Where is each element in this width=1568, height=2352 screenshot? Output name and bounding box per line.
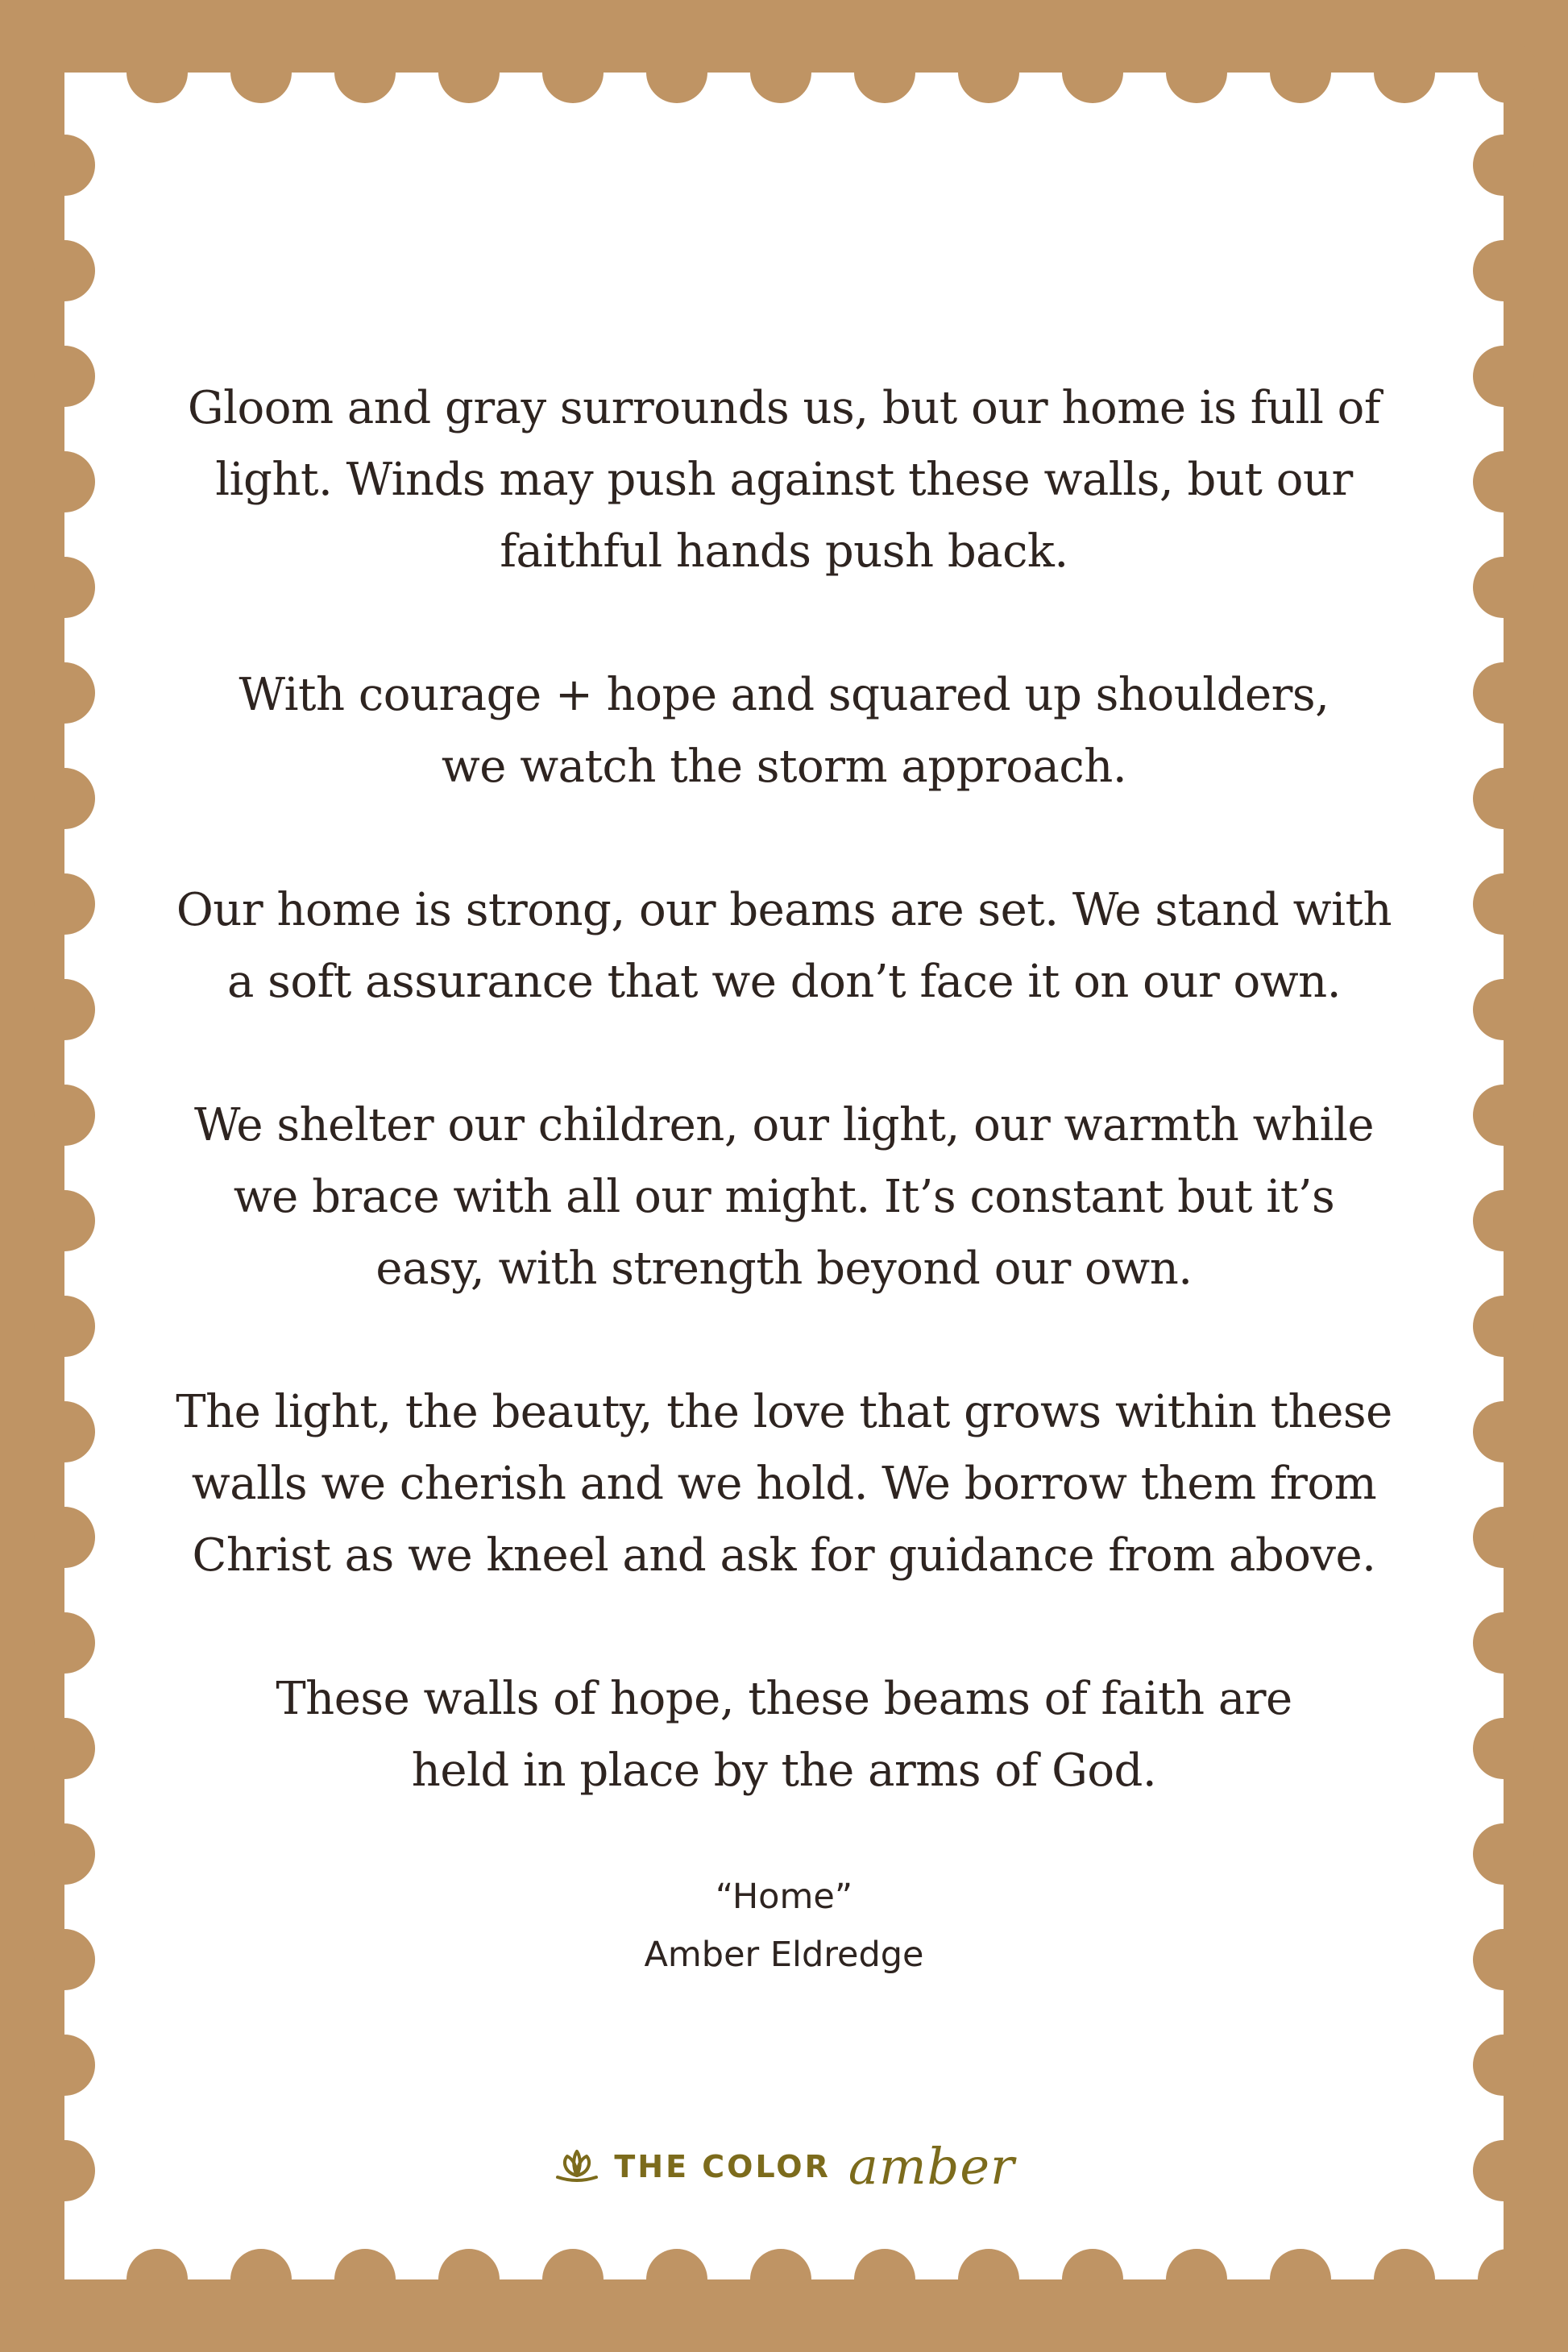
poem-line: walls we cherish and we hold. We borrow them from — [191, 1458, 1377, 1510]
author-name: Amber Eldredge — [644, 1935, 924, 1975]
poem-line: easy, with strength beyond our own. — [375, 1242, 1193, 1295]
logo-text: THE COLOR — [614, 2148, 831, 2184]
poem-line: we brace with all our might. It’s constant but it’s — [233, 1171, 1335, 1223]
stamp-content — [64, 0, 1504, 2352]
attribution — [64, 1868, 1504, 1984]
logo-script: amber — [848, 2137, 1015, 2196]
poem-line: These walls of hope, these beams of faith are — [276, 1673, 1292, 1725]
poem-line: light. Winds may push against these walls, but our — [215, 454, 1353, 506]
poem-line: Gloom and gray surrounds us, but our home is full of — [187, 382, 1381, 434]
poem-stanza-1 — [64, 372, 1504, 587]
poem-stanza-3 — [64, 874, 1504, 1018]
poem — [64, 372, 1504, 1878]
poem-line: With courage + hope and squared up shoulders, — [239, 669, 1329, 721]
poem-line: Our home is strong, our beams are set. We stand with — [176, 884, 1392, 936]
poem-line: The light, the beauty, the love that grows within these — [176, 1386, 1392, 1438]
brand-logo — [64, 2137, 1504, 2196]
leaf-sprout-icon — [553, 2148, 601, 2185]
poem-line: we watch the storm approach. — [441, 740, 1127, 793]
poem-line: Christ as we kneel and ask for guidance from above. — [192, 1529, 1376, 1582]
poem-line: a soft assurance that we don’t face it on our own. — [226, 956, 1342, 1008]
poem-line: held in place by the arms of God. — [411, 1744, 1157, 1797]
poem-title: “Home” — [715, 1877, 853, 1917]
poem-stanza-5 — [64, 1376, 1504, 1591]
poem-line: We shelter our children, our light, our warmth while — [193, 1099, 1375, 1151]
poem-stanza-2 — [64, 659, 1504, 803]
poem-line: faithful hands push back. — [500, 525, 1068, 578]
poem-stanza-4 — [64, 1089, 1504, 1305]
poem-stanza-6 — [64, 1663, 1504, 1807]
